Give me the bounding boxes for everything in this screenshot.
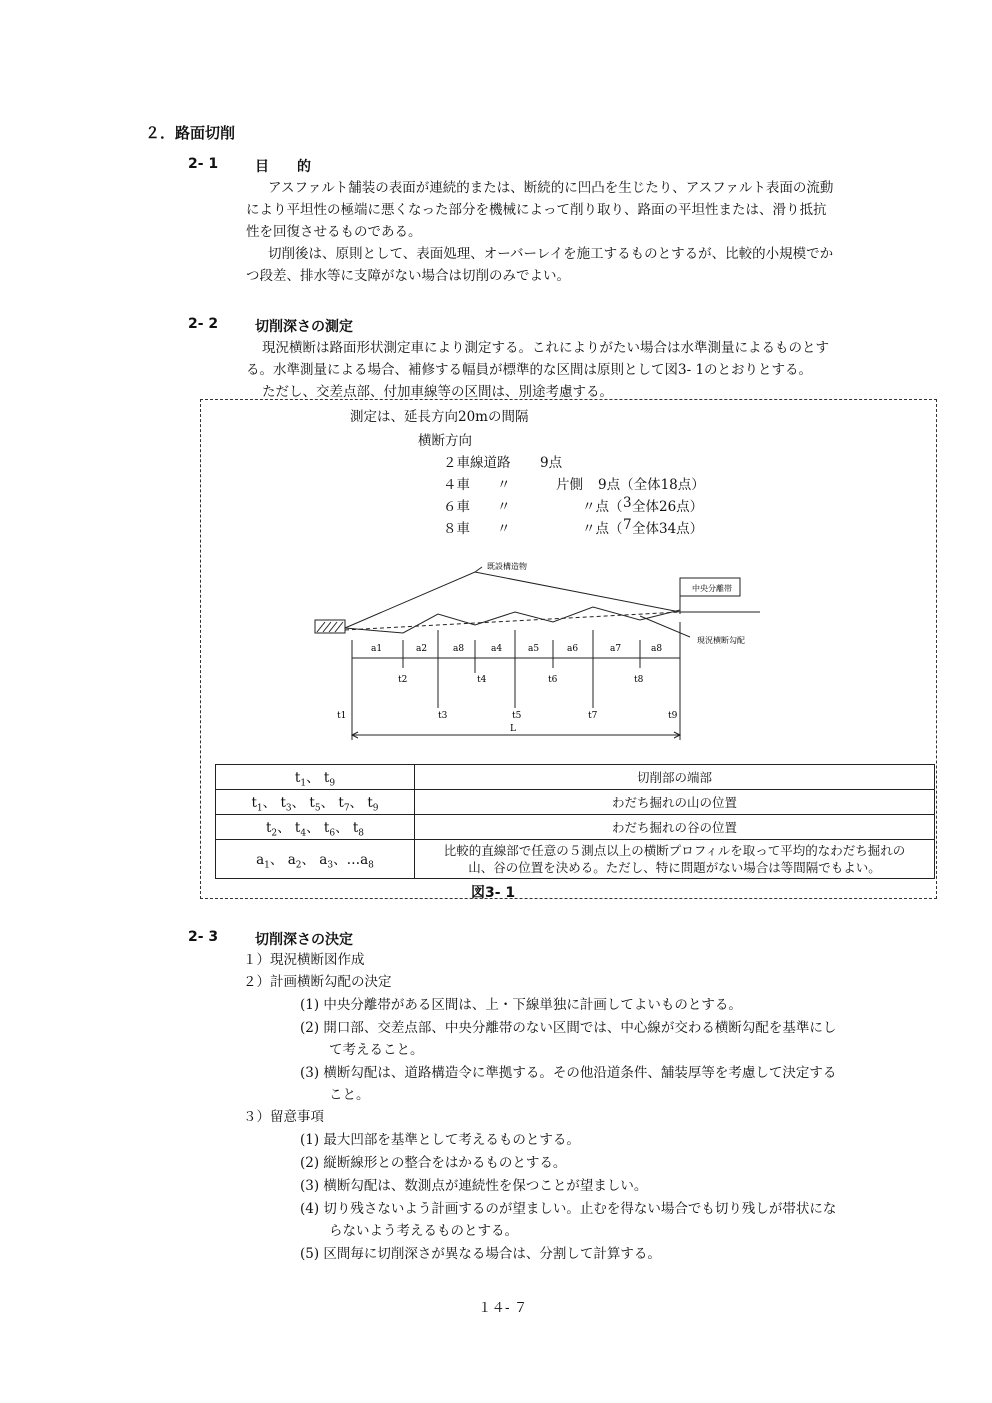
table-row: $t_1$、 $t_3$、 $t_5$、 $t_7$、 $t_9$ わだち掘れの山の位置 — [216, 790, 935, 815]
s22-title: 切削深さの測定 — [255, 319, 353, 335]
s23-item-2-2: (2) 開口部、交差点部、中央分離帯のない区間では、中心線が交わる横断勾配を基準にし — [300, 1020, 837, 1036]
row-4lane-points: 9点（全体18点） — [598, 477, 705, 493]
row-8lane-overlap: 7 — [623, 517, 632, 533]
s22-line-1: 現況横断は路面形状測定車により測定する。これによりがたい場合は水準測量によるものとす — [262, 340, 829, 356]
figure-caption: 図3- 1 — [471, 885, 516, 901]
s21-line-2: により平坦性の極端に悪くなった部分を機械によって削り取り、路面の平坦性または、滑り抵抗 — [246, 202, 827, 218]
label-t2: t2 — [398, 675, 408, 685]
s23-item-2: ２）計画横断勾配の決定 — [243, 974, 392, 990]
label-a4: a4 — [491, 644, 503, 654]
table-cell-desc: わだち掘れの山の位置 — [415, 790, 935, 815]
s21-number: 2- 1 — [188, 156, 219, 172]
section-title: ２．路面切削 — [145, 124, 236, 142]
row-6lane-ditto: 〃 — [497, 499, 511, 515]
s21-line-4: 切削後は、原則として、表面処理、オーバーレイを施工するものとするが、比較的小規模でか — [268, 246, 834, 262]
row-6lane-label: ６車 — [443, 499, 470, 515]
row-6lane-overlap: 3 — [623, 495, 632, 511]
label-a2: a2 — [416, 644, 428, 654]
s23-item-3-3: (3) 横断勾配は、数測点が連続性を保つことが望ましい。 — [300, 1178, 648, 1194]
row-8lane-ditto: 〃 — [497, 521, 511, 537]
label-existing-structure: 既設構造物 — [487, 562, 527, 571]
table-row: $a_1$、 $a_2$、 $a_3$、$\dots a_8$ 比較的直線部で任意の５測点以上の横断プロフィルを取って平均的なわだち掘れの 山、谷の位置を決める。ただし、特に問題がない場合は等間隔でもよい。 — [216, 840, 935, 879]
row-6lane-points-a: 〃点（ — [582, 499, 623, 515]
s23-title: 切削深さの決定 — [255, 932, 353, 948]
s23-item-3-1: (1) 最大凹部を基準として考えるものとする。 — [300, 1132, 580, 1148]
s22-number: 2- 2 — [188, 316, 219, 332]
row-8lane-label: ８車 — [443, 521, 470, 537]
label-t9: t9 — [668, 711, 678, 721]
s23-number: 2- 3 — [188, 929, 219, 945]
s23-item-1: １）現況横断図作成 — [243, 952, 365, 968]
label-t1: t1 — [337, 711, 347, 721]
s21-line-1: アスファルト舗装の表面が連続的または、断続的に凹凸を生じたり、アスファルト表面の流動 — [268, 180, 834, 196]
row-2lane-points: 9点 — [540, 455, 563, 471]
page-number: １４- ７ — [478, 1300, 528, 1316]
s23-item-3-5: (5) 区間毎に切削深さが異なる場合は、分割して計算する。 — [300, 1246, 661, 1262]
table-row: $t_2$、 $t_4$、 $t_6$、 $t_8$ わだち掘れの谷の位置 — [216, 815, 935, 840]
label-median: 中央分離帯 — [692, 584, 732, 593]
row-4lane-label: ４車 — [443, 477, 470, 493]
label-t8: t8 — [634, 675, 644, 685]
measure-interval: 測定は、延長方向20mの間隔 — [350, 409, 529, 425]
s21-line-5: つ段差、排水等に支障がない場合は切削のみでよい。 — [246, 268, 570, 284]
current-slope-line — [345, 612, 680, 630]
label-t3: t3 — [438, 711, 448, 721]
table-cell-desc: わだち掘れの谷の位置 — [415, 815, 935, 840]
road-surface-profile — [345, 607, 680, 633]
table-cell-desc: 比較的直線部で任意の５測点以上の横断プロフィルを取って平均的なわだち掘れの 山、谷の位置を決める。ただし、特に問題がない場合は等間隔でもよい。 — [415, 840, 935, 879]
label-a6: a6 — [567, 644, 579, 654]
label-t7: t7 — [588, 711, 598, 721]
label-t5: t5 — [512, 711, 522, 721]
row-8lane-points-a: 〃点（ — [582, 521, 623, 537]
s23-item-3: ３）留意事項 — [243, 1109, 324, 1125]
existing-structure-line — [345, 572, 680, 628]
label-a1: a1 — [371, 644, 383, 654]
measure-transverse: 横断方向 — [418, 433, 472, 449]
s23-item-2-1: (1) 中央分離帯がある区間は、上・下線単独に計画してよいものとする。 — [300, 997, 742, 1013]
s23-item-3-4: (4) 切り残さないよう計画するのが望ましい。止むを得ない場合でも切り残しが帯状にな — [300, 1201, 837, 1217]
row-4lane-ditto: 〃 — [497, 477, 511, 493]
row-8lane-points-b: 全体34点） — [632, 521, 704, 537]
s23-item-2-3-cont: こと。 — [329, 1087, 370, 1103]
s23-item-3-2: (2) 縦断線形との整合をはかるものとする。 — [300, 1155, 567, 1171]
label-L: L — [510, 724, 516, 734]
s23-item-2-2-cont: て考えること。 — [329, 1042, 424, 1058]
table-cell-desc: 切削部の端部 — [415, 765, 935, 790]
label-a3: a8 — [453, 644, 465, 654]
cross-section-diagram — [300, 555, 760, 755]
label-a8: a8 — [651, 644, 663, 654]
row-2lane-label: ２車線道路 — [443, 455, 511, 471]
label-a7: a7 — [610, 644, 622, 654]
s23-item-3-4-cont: らないよう考えるものとする。 — [329, 1223, 518, 1239]
row-4lane-side: 片側 — [556, 477, 583, 493]
label-t6: t6 — [548, 675, 558, 685]
s23-item-2-3: (3) 横断勾配は、道路構造令に準拠する。その他沿道条件、舗装厚等を考慮して決定する — [300, 1065, 837, 1081]
s22-line-2: る。水準測量による場合、補修する幅員が標準的な区間は原則として図3- 1のとおりとする。 — [246, 362, 813, 378]
label-a5: a5 — [528, 644, 540, 654]
s21-title: 目 的 — [255, 159, 311, 175]
s22-line-3: ただし、交差点部、付加車線等の区間は、別途考慮する。 — [262, 384, 613, 400]
row-6lane-points-b: 全体26点） — [632, 499, 704, 515]
table-row: $t_1$、 $t_9$ 切削部の端部 — [216, 765, 935, 790]
s21-line-3: 性を回復させるものである。 — [246, 224, 422, 240]
label-t4: t4 — [477, 675, 487, 685]
measurement-table — [215, 764, 935, 879]
label-current-slope: 現況横断勾配 — [697, 636, 745, 645]
